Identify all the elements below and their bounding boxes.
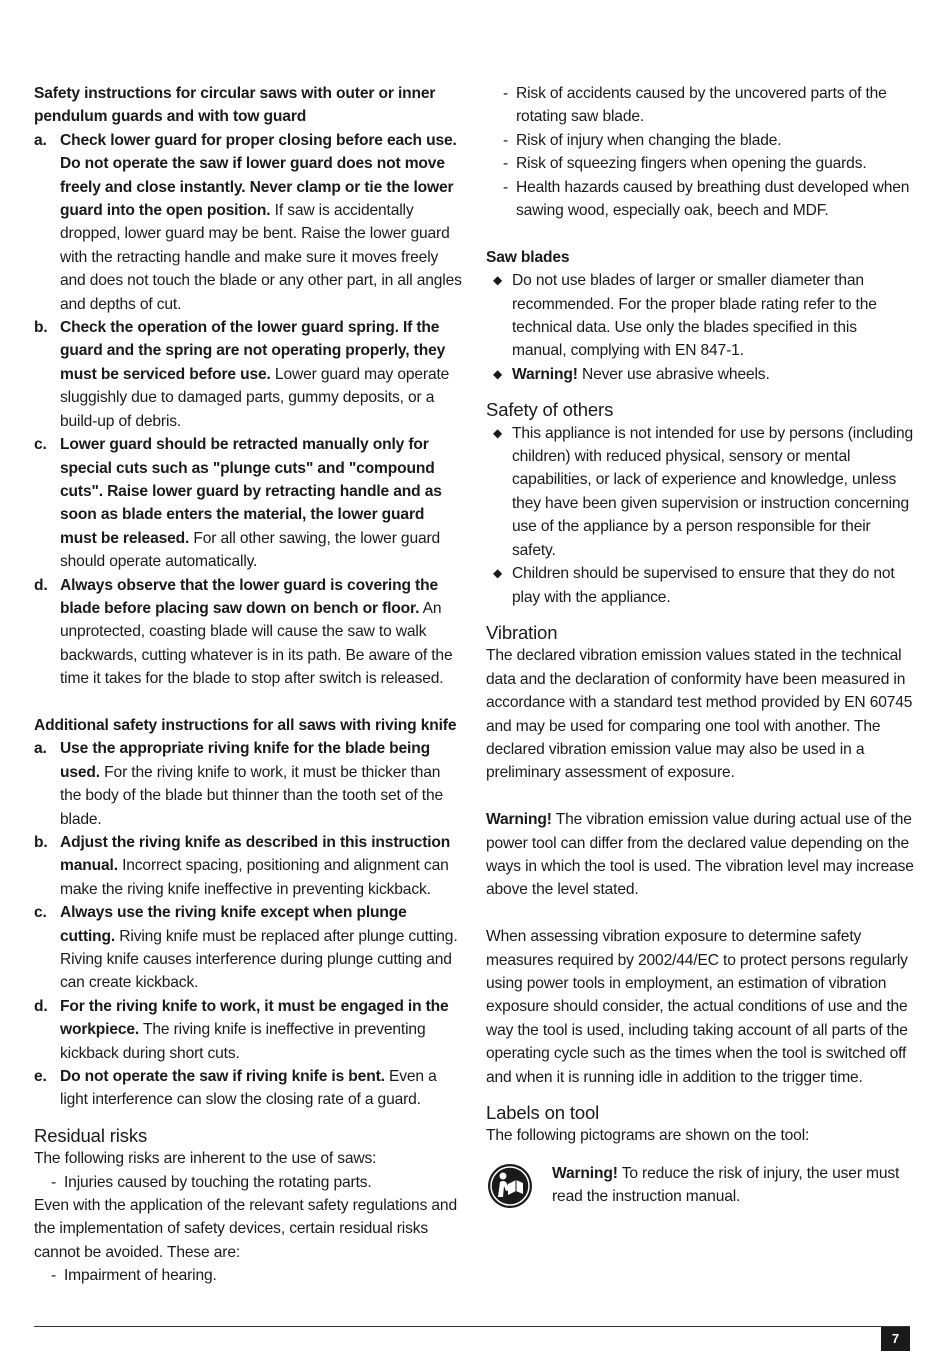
circular-saw-instructions-list	[34, 129, 462, 691]
list-item: - Risk of accidents caused by the uncovered parts of the rotating saw blade.	[486, 82, 914, 129]
list-item: a. Check lower guard for proper closing before each use. Do not operate the saw if lower guard does not move freely and close instantly. Never clamp or tie the lower guard into the open position. If saw is accidentally dropped, lower guard may be bent. Raise the lower guard with the retracting handle and make sure it moves freely and does not touch the blade or any other part, in all angles and depths of cut.	[34, 129, 462, 316]
list-item: ◆ Do not use blades of larger or smaller diameter than recommended. For the proper blade rating refer to the technical data. Use only the blades specified in this manual, complying with EN 847-1.	[486, 269, 914, 363]
section-heading-circular-saws: Safety instructions for circular saws with outer or inner pendulum guards and with tow guard	[34, 85, 436, 126]
diamond-bullet-icon: ◆	[493, 273, 503, 288]
labels-intro: The following pictograms are shown on the tool:	[486, 1127, 810, 1145]
vibration-paragraph-2: Warning! The vibration emission value during actual use of the power tool can differ from the declared value depending on the ways in which the tool is used. The vibration level may increase above the level stated.	[486, 811, 914, 899]
section-heading-saw-blades: Saw blades	[486, 248, 570, 266]
list-item: - Injuries caused by touching the rotating parts.	[34, 1171, 462, 1194]
dash-bullet-icon: -	[503, 178, 509, 196]
safety-of-others-list	[486, 422, 914, 609]
dash-bullet-icon: -	[51, 1267, 57, 1285]
section-heading-riving-knife: Additional safety instructions for all saws with riving knife	[34, 716, 457, 734]
residual-risks-list-2	[34, 1264, 462, 1287]
list-marker: a.	[34, 131, 47, 149]
list-marker: a.	[34, 740, 47, 758]
list-item: d. Always observe that the lower guard is covering the blade before placing saw down on bench or floor. An unprotected, coasting blade will cause the saw to walk backwards, cutting whatever is in its path. Be aware of the time it takes for the blade to stop after switch is released.	[34, 574, 462, 691]
list-marker: d.	[34, 576, 48, 594]
list-item: ◆ Warning! Never use abrasive wheels.	[486, 363, 914, 386]
list-item: b. Adjust the riving knife as described in this instruction manual. Incorrect spacing, positioning and alignment can make the riving knife ineffective in preventing kickback.	[34, 831, 462, 901]
list-marker: b.	[34, 319, 48, 337]
list-marker: b.	[34, 833, 48, 851]
pictogram-row	[486, 1162, 914, 1210]
right-column	[486, 82, 914, 1210]
dash-bullet-icon: -	[503, 85, 509, 102]
list-marker: c.	[34, 904, 47, 922]
risk-list	[486, 82, 914, 222]
list-item: ◆ This appliance is not intended for use by persons (including children) with reduced physical, sensory or mental capabilities, or lack of experience and knowledge, unless they have been given supervision or instruction concerning use of the appliance by a person responsible for their safety.	[486, 422, 914, 562]
list-item: ◆ Children should be supervised to ensure that they do not play with the appliance.	[486, 562, 914, 609]
diamond-bullet-icon: ◆	[493, 366, 503, 381]
footer-divider	[34, 1326, 910, 1327]
section-heading-labels-on-tool: Labels on tool	[486, 1102, 600, 1124]
list-marker: e.	[34, 1068, 47, 1086]
read-manual-icon	[486, 1162, 534, 1210]
riving-knife-instructions-list	[34, 737, 462, 1112]
list-item: - Impairment of hearing.	[34, 1264, 462, 1287]
list-item: - Risk of injury when changing the blade.	[486, 129, 914, 152]
list-item: - Health hazards caused by breathing dust developed when sawing wood, especially oak, beech and MDF.	[486, 176, 914, 223]
dash-bullet-icon: -	[51, 1173, 57, 1191]
section-heading-vibration: Vibration	[486, 621, 558, 643]
section-heading-safety-of-others: Safety of others	[486, 399, 614, 421]
dash-bullet-icon: -	[503, 155, 509, 173]
saw-blades-list	[486, 269, 914, 386]
list-marker: d.	[34, 997, 48, 1015]
residual-risks-middle: Even with the application of the relevant safety regulations and the implementation of safety devices, certain residual risks cannot be avoided. These are:	[34, 1197, 457, 1261]
pictogram-description: Warning! To reduce the risk of injury, the user must read the instruction manual.	[552, 1164, 900, 1206]
list-item: d. For the riving knife to work, it must be engaged in the workpiece. The riving knife is ineffective in preventing kickback during short cuts.	[34, 995, 462, 1065]
vibration-paragraph-3: When assessing vibration exposure to determine safety measures required by 2002/44/EC to protect persons regularly using power tools in employment, an estimation of vibration exposure should consider, the actual conditions of use and the way the tool is used, including taking account of all parts of the operating cycle such as the times when the tool is switched off and when it is running idle in addition to the trigger time.	[486, 928, 908, 1086]
vibration-paragraph-1: The declared vibration emission values stated in the technical data and the declaration of conformity have been measured in accordance with a standard test method provided by EN 60745 and may be used for comparing one tool with another. The declared vibration emission value may also be used in a preliminary assessment of exposure.	[486, 647, 913, 782]
list-marker: c.	[34, 436, 47, 454]
list-item: b. Check the operation of the lower guard spring. If the guard and the spring are not operating properly, they must be serviced before use. Lower guard may operate sluggishly due to damaged parts, gummy deposits, or a build-up of debris.	[34, 316, 462, 433]
list-item: a. Use the appropriate riving knife for the blade being used. For the riving knife to work, it must be thicker than the body of the blade but thinner than the tooth set of the blade.	[34, 737, 462, 831]
residual-risks-intro: The following risks are inherent to the use of saws:	[34, 1150, 377, 1168]
dash-bullet-icon: -	[503, 131, 509, 149]
list-item: c. Lower guard should be retracted manually only for special cuts such as "plunge cuts" and "compound cuts". Raise lower guard by retracting handle and as soon as blade enters the material, the lower guard must be released. For all other sawing, the lower guard should operate automatically.	[34, 433, 462, 573]
page-number: 7	[881, 1327, 910, 1351]
list-item: c. Always use the riving knife except when plunge cutting. Riving knife must be replaced after plunge cutting. Riving knife causes interference during plunge cutting and can create kickback.	[34, 901, 462, 995]
left-column	[34, 82, 462, 1288]
section-heading-residual-risks: Residual risks	[34, 1124, 148, 1146]
residual-risks-list	[34, 1171, 462, 1194]
list-item: e. Do not operate the saw if riving knife is bent. Even a light interference can slow the closing rate of a guard.	[34, 1065, 462, 1112]
diamond-bullet-icon: ◆	[493, 566, 503, 581]
list-item: - Risk of squeezing fingers when opening the guards.	[486, 152, 914, 175]
diamond-bullet-icon: ◆	[493, 425, 503, 440]
